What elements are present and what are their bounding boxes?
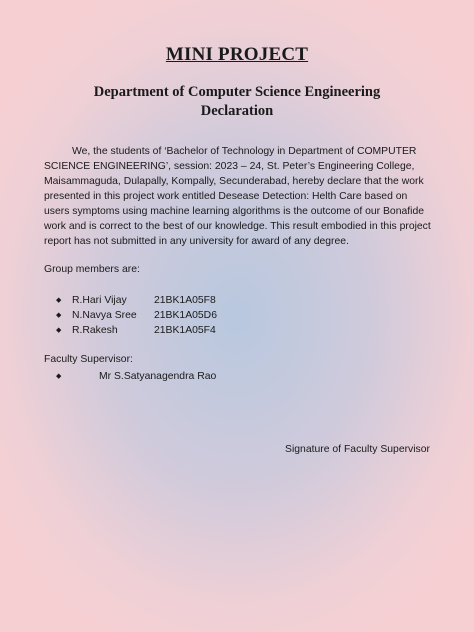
department-heading xyxy=(0,83,474,121)
member-name: R.Hari Vijay xyxy=(72,295,127,306)
list-item xyxy=(56,323,217,338)
member-roll: 21BK1A05D6 xyxy=(154,310,217,321)
member-name: N.Navya Sree xyxy=(72,310,137,321)
declaration-paragraph: We, the students of ‘Bachelor of Technology in Department of COMPUTER SCIENCE ENGINEERING’, session: 2023 – 24, St. Peter’s Engineering College, Maisammaguda, Dulapally, Kompally, Secunderabad, hereby declare that the work presented in this project work entitled Desease Detection: Helth Care based on users symptoms using machine learning algorithms is the outcome of our Bonafide work and is correct to the best of our knowledge. This result embodied in this project report has not submitted in any university for award of any degree. xyxy=(44,146,431,247)
diamond-bullet-icon: ◆ xyxy=(56,327,62,334)
faculty-supervisor-name: Mr S.Satyanagendra Rao xyxy=(99,371,217,382)
department-name: Department of Computer Science Engineering xyxy=(93,84,381,100)
faculty-supervisor-item xyxy=(56,369,216,384)
member-name: R.Rakesh xyxy=(72,325,118,336)
group-members-label: Group members are: xyxy=(44,264,140,275)
declaration-heading: Declaration xyxy=(200,103,274,119)
diamond-bullet-icon: ◆ xyxy=(56,297,62,304)
list-item xyxy=(56,308,217,323)
diamond-bullet-icon: ◆ xyxy=(56,312,62,319)
signature-label: Signature of Faculty Supervisor xyxy=(285,444,430,455)
member-roll: 21BK1A05F8 xyxy=(154,295,216,306)
list-item xyxy=(56,293,217,308)
diamond-bullet-icon: ◆ xyxy=(56,373,62,380)
member-roll: 21BK1A05F4 xyxy=(154,325,216,336)
faculty-supervisor-label: Faculty Supervisor: xyxy=(44,354,133,365)
page-title: MINI PROJECT xyxy=(165,44,309,65)
members-list xyxy=(56,293,217,338)
